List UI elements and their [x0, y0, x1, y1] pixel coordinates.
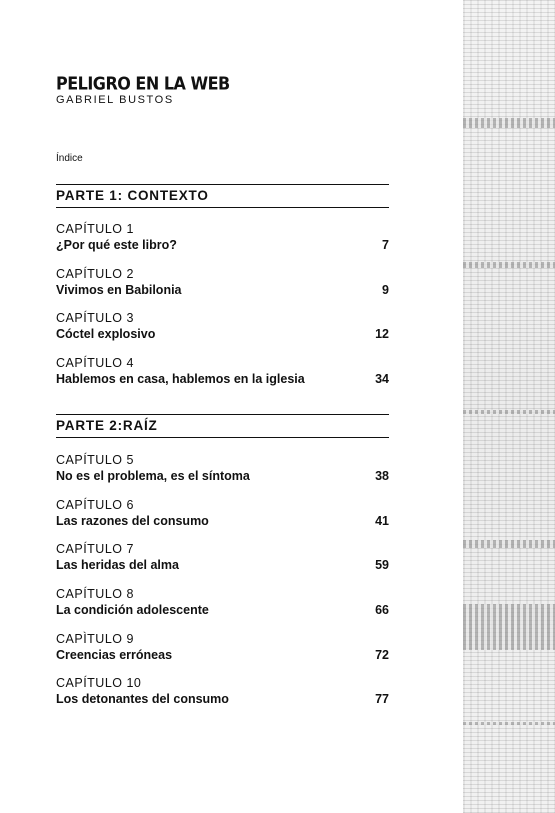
- chapter-row: [56, 603, 389, 618]
- chapter-title: Hablemos en casa, hablemos en la iglesia: [56, 372, 305, 387]
- chapter-5[interactable]: [56, 453, 389, 498]
- chapter-number: CAPÍTULO 6: [56, 497, 134, 512]
- chapter-number: CAPÍTULO 8: [56, 587, 134, 602]
- chapter-4[interactable]: [56, 356, 389, 401]
- chapter-number: CAPÍTULO 5: [56, 453, 134, 467]
- chapter-number: CAPÍTULO 2: [56, 266, 134, 281]
- chapter-title: Las razones del consumo: [56, 513, 209, 528]
- chapter-number: CAPÍTULO 7: [56, 542, 134, 557]
- chapter-title: Los detonantes del consumo: [56, 692, 229, 707]
- chapter-title: La condición adolescente: [56, 603, 209, 618]
- chapter-title: Vivimos en Babilonia: [56, 282, 182, 297]
- part-2-chapter-list: [56, 453, 389, 721]
- chapter-number: CAPÍTULO 3: [56, 311, 134, 326]
- part-2: [56, 414, 389, 721]
- chapter-number: CAPÍTULO 10: [56, 676, 142, 691]
- author-name: GABRIEL BUSTOS: [56, 94, 174, 106]
- chapter-7[interactable]: [56, 542, 389, 587]
- chapter-page: 38: [375, 469, 389, 483]
- chapter-title: No es el problema, es el síntoma: [56, 469, 250, 483]
- decorative-texture-strip: [463, 0, 555, 813]
- chapter-1[interactable]: [56, 222, 389, 267]
- chapter-row: [56, 558, 389, 573]
- index-label: Índice: [56, 153, 83, 164]
- chapter-row: [56, 372, 389, 387]
- chapter-10[interactable]: [56, 676, 389, 721]
- chapter-row: [56, 238, 389, 253]
- chapter-number: CAPÌTULO 9: [56, 631, 134, 646]
- chapter-page: 66: [375, 603, 389, 618]
- chapter-title: Cóctel explosivo: [56, 327, 156, 342]
- chapter-3[interactable]: [56, 311, 389, 356]
- chapter-number: CAPÍTULO 4: [56, 356, 134, 371]
- chapter-page: 72: [375, 647, 389, 662]
- texture-band: [463, 540, 555, 548]
- texture-band: [463, 604, 555, 650]
- chapter-number: CAPÍTULO 1: [56, 222, 134, 236]
- chapter-9[interactable]: [56, 632, 389, 677]
- book-title: PELIGRO EN LA WEB: [56, 72, 230, 95]
- texture-band: [463, 722, 555, 725]
- chapter-8[interactable]: [56, 587, 389, 632]
- chapter-row: [56, 283, 389, 298]
- texture-band: [463, 118, 555, 128]
- chapter-page: 59: [375, 558, 389, 573]
- part-1-chapter-list: [56, 222, 389, 401]
- chapter-row: [56, 327, 389, 342]
- part-2-header: PARTE 2:RAÍZ: [56, 414, 389, 438]
- chapter-page: 9: [382, 282, 389, 297]
- chapter-2[interactable]: [56, 267, 389, 312]
- texture-band: [463, 410, 555, 414]
- part-1-header: PARTE 1: CONTEXTO: [56, 184, 389, 208]
- chapter-page: 41: [375, 513, 389, 528]
- part-1: [56, 184, 389, 401]
- texture-band: [463, 262, 555, 268]
- chapter-title: ¿Por qué este libro?: [56, 238, 177, 252]
- chapter-row: [56, 514, 389, 529]
- chapter-row: [56, 648, 389, 663]
- chapter-row: [56, 692, 389, 707]
- chapter-6[interactable]: [56, 498, 389, 543]
- chapter-title: Las heridas del alma: [56, 558, 179, 573]
- chapter-page: 7: [382, 238, 389, 252]
- chapter-row: [56, 469, 389, 484]
- chapter-title: Creencias erróneas: [56, 647, 173, 662]
- chapter-page: 12: [375, 327, 389, 342]
- chapter-page: 34: [375, 372, 389, 387]
- chapter-page: 77: [375, 692, 389, 707]
